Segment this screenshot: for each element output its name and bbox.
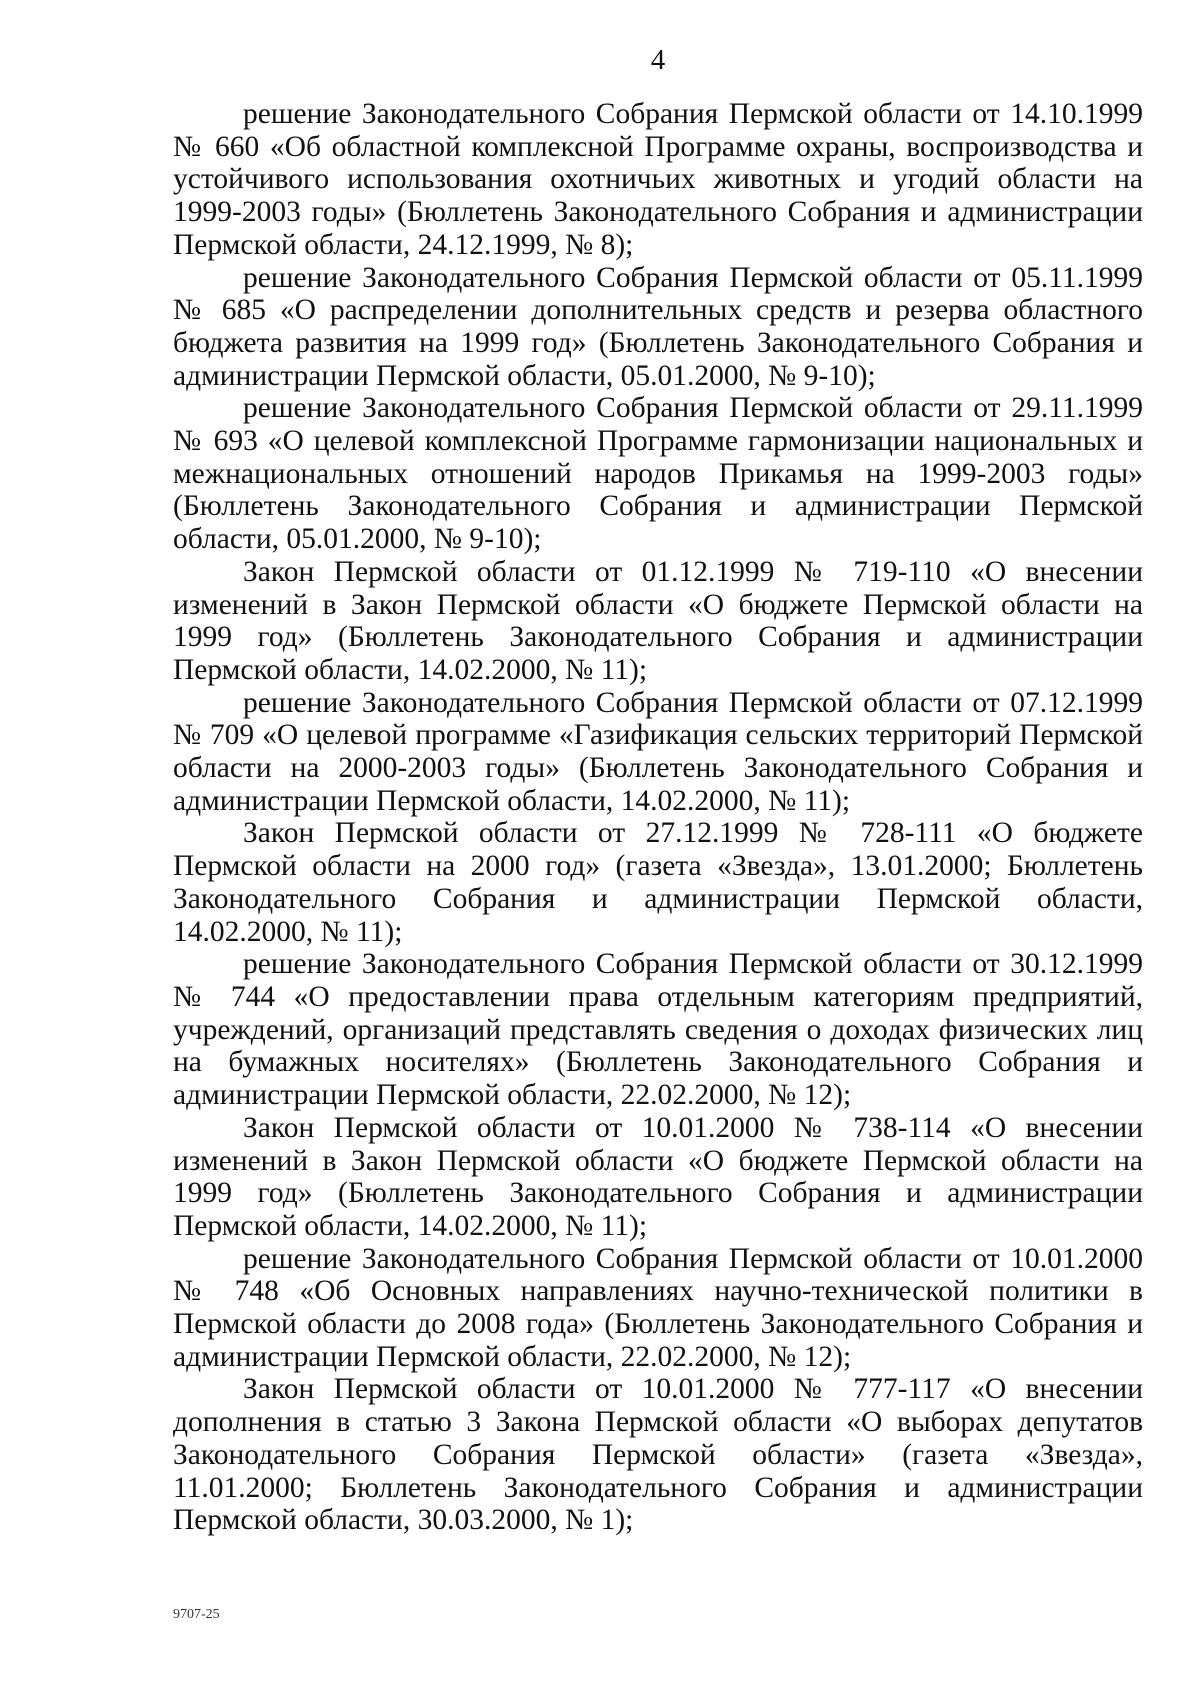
list-item: Закон Пермской области от 01.12.1999 № 719-110 «О внесении изменений в Закон Пермской области «О бюджете Пермской области на 1999 год» (Бюллетень Законодательного Собрания и администрации Пермской области, 14.02.2000, № 11); [173, 555, 1143, 686]
list-item: решение Законодательного Собрания Пермской области от 14.10.1999 № 660 «Об областной комплексной Программе охраны, воспроизводства и устойчивого использования охотничьих животных и угодий области на 1999-2003 годы» (Бюллетень Законодательного Собрания и администрации Пермской области, 24.12.1999, № 8); [173, 98, 1143, 261]
list-item: Закон Пермской области от 27.12.1999 № 728-111 «О бюджете Пермской области на 2000 год» (газета «Звезда», 13.01.2000; Бюллетень Законодательного Собрания и администрации Пермской области, 14.02.2000, № 11); [173, 817, 1143, 948]
list-item: Закон Пермской области от 10.01.2000 № 777-117 «О внесении дополнения в статью 3 Закона Пермской области «О выборах депутатов Законодательного Собрания Пермской области» (газета «Звезда», 11.01.2000; Бюллетень Законодательного Собрания и администрации Пермской области, 30.03.2000, № 1); [173, 1373, 1143, 1537]
document-body [173, 98, 1143, 1537]
list-item: решение Законодательного Собрания Пермской области от 10.01.2000 № 748 «Об Основных направлениях научно-технической политики в Пермской области до 2008 года» (Бюллетень Законодательного Собрания и администрации Пермской области, 22.02.2000, № 12); [173, 1242, 1143, 1373]
document-code: 9707-25 [173, 1607, 220, 1622]
list-item: решение Законодательного Собрания Пермской области от 30.12.1999 № 744 «О предоставлении права отдельным категориям предприятий, учреждений, организаций представлять сведения о доходах физических лиц на бумажных носителях» (Бюллетень Законодательного Собрания и администрации Пермской области, 22.02.2000, № 12); [173, 948, 1143, 1112]
list-item: решение Законодательного Собрания Пермской области от 05.11.1999 № 685 «О распределении дополнительных средств и резерва областного бюджета развития на 1999 год» (Бюллетень Законодательного Собрания и администрации Пермской области, 05.01.2000, № 9-10); [173, 261, 1143, 392]
list-item: решение Законодательного Собрания Пермской области от 29.11.1999 № 693 «О целевой комплексной Программе гармонизации национальных и межнациональных отношений народов Прикамья на 1999-2003 годы» (Бюллетень Законодательного Собрания и администрации Пермской области, 05.01.2000, № 9-10); [173, 392, 1143, 556]
list-item: Закон Пермской области от 10.01.2000 № 738-114 «О внесении изменений в Закон Пермской области «О бюджете Пермской области на 1999 год» (Бюллетень Законодательного Собрания и администрации Пермской области, 14.02.2000, № 11); [173, 1111, 1143, 1242]
page-number: 4 [650, 44, 666, 76]
list-item: решение Законодательного Собрания Пермской области от 07.12.1999 № 709 «О целевой программе «Газификация сельских территорий Пермской области на 2000-2003 годы» (Бюллетень Законодательного Собрания и администрации Пермской области, 14.02.2000, № 11); [173, 686, 1143, 817]
